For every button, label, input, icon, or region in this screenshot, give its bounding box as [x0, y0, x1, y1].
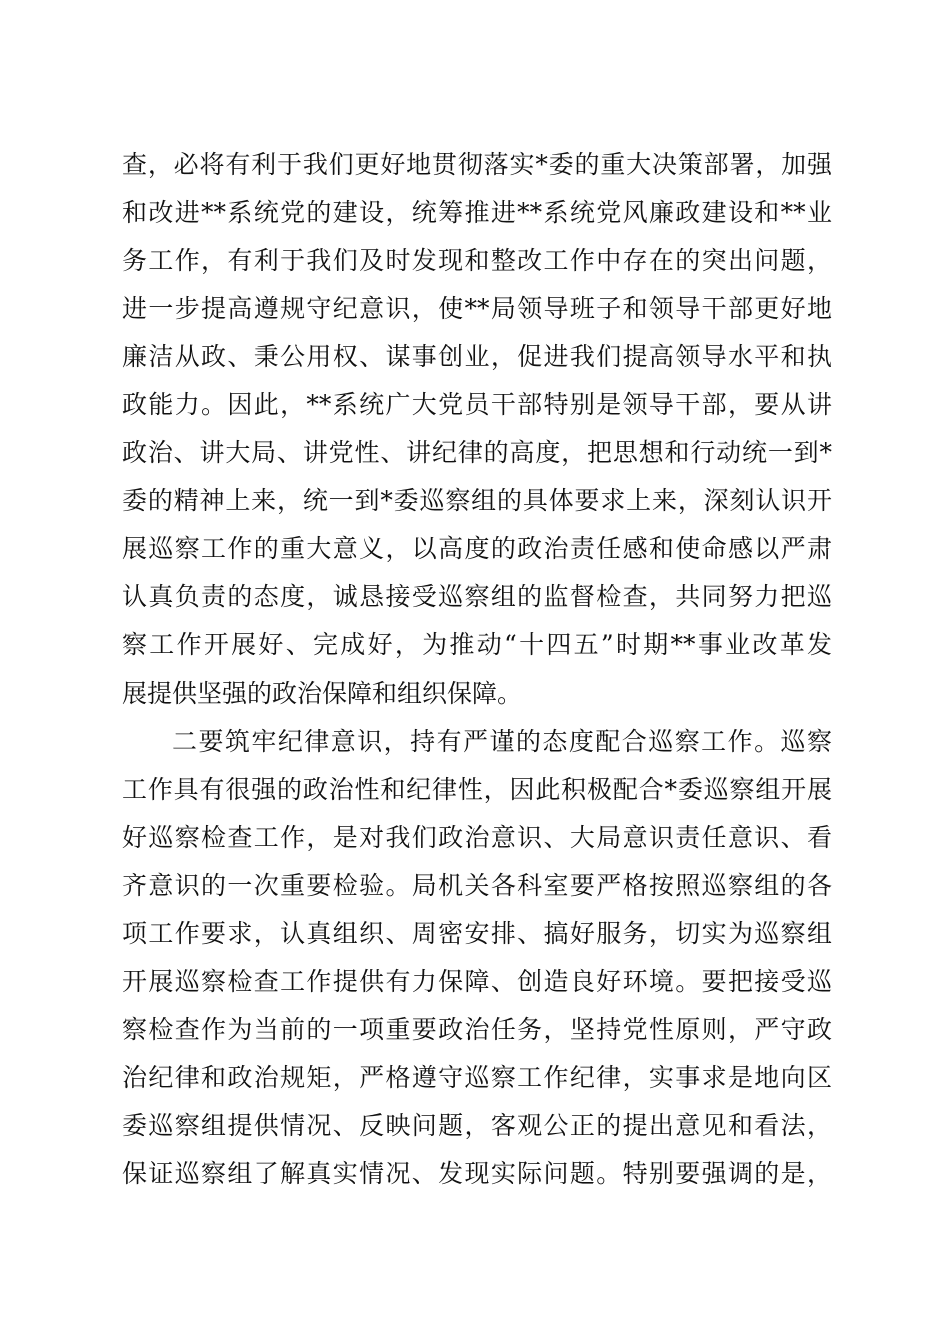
text-line: 展提供坚强的政治保障和组织保障。 [122, 678, 523, 708]
text-line: 好巡察检查工作，是对我们政治意识、大局意识责任意识、看 [122, 822, 832, 852]
text-line: 二要筑牢纪律意识，持有严谨的态度配合巡察工作。巡察 [172, 726, 832, 756]
text-line: 务工作，有利于我们及时发现和整改工作中存在的突出问题， [122, 246, 832, 276]
text-line: 治纪律和政治规矩，严格遵守巡察工作纪律，实事求是地向区 [122, 1062, 832, 1092]
text-line: 委巡察组提供情况、反映问题，客观公正的提出意见和看法， [122, 1110, 832, 1140]
text-line: 进一步提高遵规守纪意识，使**局领导班子和领导干部更好地 [122, 294, 832, 324]
paragraph-2 [122, 718, 832, 1198]
text-line: 廉洁从政、秉公用权、谋事创业，促进我们提高领导水平和执 [122, 342, 832, 372]
text-line: 查，必将有利于我们更好地贯彻落实*委的重大决策部署，加强 [122, 150, 832, 179]
text-line: 政能力。因此，**系统广大党员干部特别是领导干部，要从讲 [122, 390, 832, 420]
text-line: 齐意识的一次重要检验。局机关各科室要严格按照巡察组的各 [122, 870, 832, 900]
text-line: 察检查作为当前的一项重要政治任务，坚持党性原则，严守政 [122, 1014, 832, 1044]
text-line: 展巡察工作的重大意义，以高度的政治责任感和使命感以严肃 [122, 534, 832, 564]
text-line: 工作具有很强的政治性和纪律性，因此积极配合*委巡察组开展 [122, 774, 832, 804]
text-line: 和改进**系统党的建设，统筹推进**系统党风廉政建设和**业 [122, 198, 832, 228]
text-line: 开展巡察检查工作提供有力保障、创造良好环境。要把接受巡 [122, 966, 832, 996]
paragraph-1 [122, 141, 832, 718]
text-line: 政治、讲大局、讲党性、讲纪律的高度，把思想和行动统一到* [122, 438, 832, 468]
text-line: 察工作开展好、完成好，为推动“十四五”时期**事业改革发 [122, 630, 832, 660]
text-line: 认真负责的态度，诚恳接受巡察组的监督检查，共同努力把巡 [122, 582, 832, 612]
text-line: 委的精神上来，统一到*委巡察组的具体要求上来，深刻认识开 [122, 486, 832, 516]
text-line: 保证巡察组了解真实情况、发现实际问题。特别要强调的是， [122, 1158, 832, 1188]
text-line: 项工作要求，认真组织、周密安排、搞好服务，切实为巡察组 [122, 918, 832, 948]
body-text [122, 141, 832, 1198]
